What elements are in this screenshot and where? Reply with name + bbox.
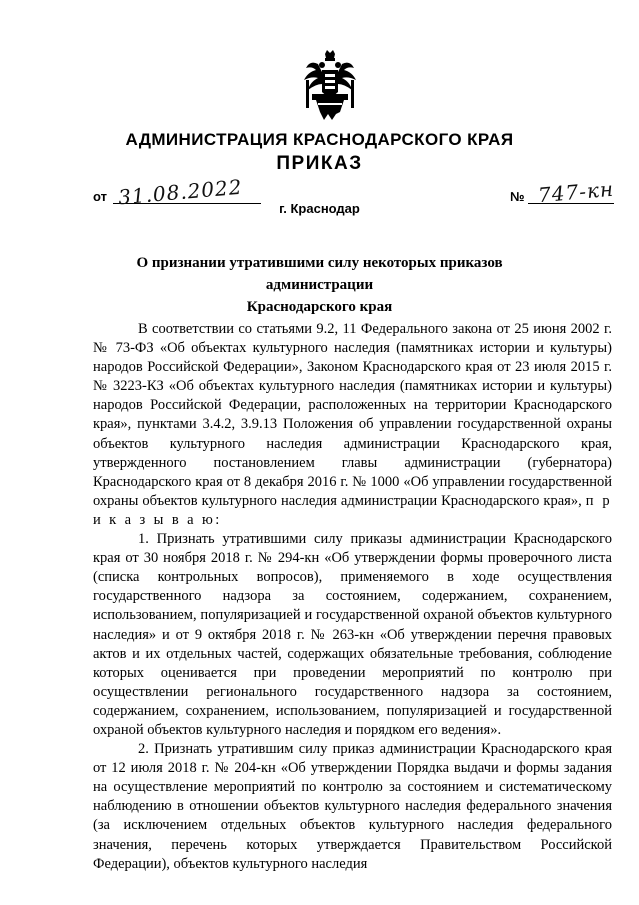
preamble-text: В соответствии со статьями 9.2, 11 Федерального закона от 25 июня 2002 г. № 73-ФЗ «Об объектах культурного наследия (памятниках истории и культуры) народов Российской Федерации», Законом Краснодарского края от 23 июля 2015 г. № 3223-КЗ «Об объектах культурного наследия (памятниках истории и культуры) народов Российской Федерации, расположенных на территории Краснодарского края», пунктами 3.4.2, 3.9.13 Положения об управлении государственной охраны объектов культурного наследия администрации Краснодарского края, утвержденного постановлением главы администрации (губернатора) Краснодарского края от 8 декабря 2016 г. № 1000 «Об управлении государственной охраны объектов культурного наследия администрации Краснодарского края»,	[93, 321, 612, 509]
title-line-1: О признании утратившими силу некоторых приказов администрации	[136, 255, 503, 293]
document-title	[90, 252, 549, 318]
paragraph-item-2: 2. Признать утратившим силу приказ администрации Краснодарского края от 12 июля 2018 г. № 204-кн «Об утверждении Порядка выдачи и формы задания на осуществление мероприятий по контролю за состоянием и систематическому наблюдению в отношении объектов культурного наследия федерального значения (за исключением отдельных объектов культурного наследия федерального значения, перечень которых утверждается Правительством Российской Федерации), объектов культурного наследия	[93, 741, 612, 872]
number-label: №	[510, 189, 525, 204]
document-type: ПРИКАЗ	[276, 153, 363, 174]
paragraph-preamble	[93, 320, 612, 530]
city: г. Краснодар	[279, 201, 360, 216]
organization-name: АДМИНИСТРАЦИЯ КРАСНОДАРСКОГО КРАЯ	[125, 130, 514, 149]
date-label: от	[93, 189, 107, 204]
title-line-2: Краснодарского края	[246, 299, 393, 315]
paragraph-item-1: 1. Признать утратившими силу приказы администрации Краснодарского края от 30 ноября 2018 г. № 294-кн «Об утверждении формы проверочного листа (списка контрольных вопросов), применяемого в ходе осуществления государственного надзора за состоянием, содержанием, сохранением, использованием, популяризацией и государственной охраной объектов культурного наследия» и от 9 октября 2018 г. № 263-кн «Об утверждении перечня правовых актов и их отдельных частей, содержащих обязательные требования, соблюдение которых оценивается при проведении мероприятий по контролю при осуществлении регионального государственного надзора за состоянием, содержанием, сохранением, использованием, популяризацией и государственной охраной объектов культурного наследия и порядком его ведения».	[93, 531, 612, 738]
document-body	[93, 320, 612, 874]
handwritten-number: 747-кн	[537, 176, 615, 208]
order-word: п р и к а з ы в а ю:	[93, 492, 612, 528]
handwritten-date: 31.08.2022	[117, 174, 244, 210]
coat-of-arms-emblem	[298, 50, 362, 124]
